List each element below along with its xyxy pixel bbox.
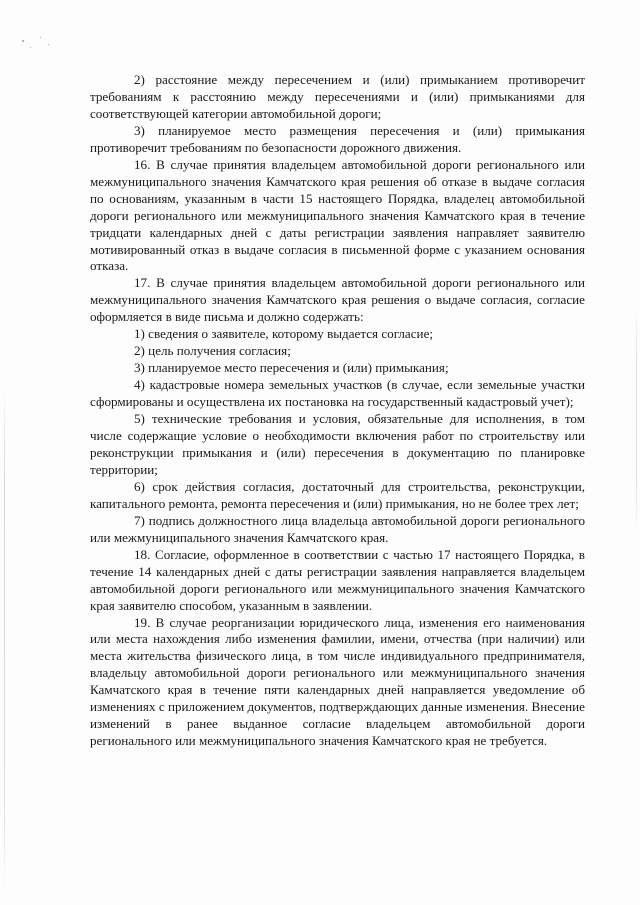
paragraph: 2) расстояние между пересечением и (или) примыканием противоречит требованиям к расстоянию между пересечениями и (или) примыканиями для соответствующей категории автомобильной дороги; <box>90 72 585 121</box>
list-item: 4) кадастровые номера земельных участков (в случае, если земельные участки сформированы и осуществлена их постановка на государственный кадастровый учет); <box>90 377 585 410</box>
scan-artifact <box>22 40 24 42</box>
list-item: 3) планируемое место пересечения и (или) примыкания; <box>134 360 449 376</box>
paragraph: 19. В случае реорганизации юридического лица, изменения его наименования или места нахождения либо изменения фамилии, имени, отчества (при наличии) или места жительства физического лица, в том числе индивидуального предпринимателя, владельцу автомобильной дороги регионального или межмуниципального значения Камчатского края в течение пяти календарных дней направляется уведомление об изменениях с приложением документов, подтверждающих данные изменения. Внесение изменений в ранее выданное согласие владельцем автомобильной дороги регионального или межмуниципального значения Камчатского края не требуется. <box>90 614 585 749</box>
document-body <box>90 72 585 750</box>
scan-artifact <box>40 37 41 38</box>
list-item: 2) цель получения согласия; <box>134 343 291 359</box>
paragraph: 3) планируемое место размещения пересечения и (или) примыкания противоречит требованиям по безопасности дорожного движения. <box>90 122 585 155</box>
list-item: 6) срок действия согласия, достаточный для строительства, реконструкции, капитального ремонта, ремонта пересечения и (или) примыкания, но не более трех лет; <box>90 478 585 511</box>
scan-edge-left <box>4 380 5 900</box>
list-item: 1) сведения о заявителе, которому выдается согласие; <box>134 326 434 342</box>
scan-artifact <box>30 47 31 48</box>
scan-artifact <box>48 44 49 45</box>
paragraph: 16. В случае принятия владельцем автомобильной дороги регионального или межмуниципального значения Камчатского края решения об отказе в выдаче согласия по основаниям, указанным в части 15 настоящего Порядка, владелец автомобильной дороги регионального или межмуниципального значения Камчатского края в течение тридцати календарных дней с даты регистрации заявления направляет заявителю мотивированный отказ в выдаче согласия в письменной форме с указанием основания отказа. <box>90 156 585 274</box>
scan-edge-right <box>636 300 637 540</box>
paragraph: 18. Согласие, оформленное в соответствии с частью 17 настоящего Порядка, в течение 14 календарных дней с даты регистрации заявления направляется владельцем автомобильной дороги регионального или межмуниципального значения Камчатского края заявителю способом, указанным в заявлении. <box>90 546 585 613</box>
paragraph: 17. В случае принятия владельцем автомобильной дороги регионального или межмуниципального значения Камчатского края решения о выдаче согласия, согласие оформляется в виде письма и должно содержать: <box>90 275 585 325</box>
list-item: 7) подпись должностного лица владельца автомобильной дороги регионального или межмуниципального значения Камчатского края. <box>90 512 585 545</box>
list-item: 5) технические требования и условия, обязательные для исполнения, в том числе содержащие условие о необходимости включения работ по строительству или реконструкции примыкания и (или) пересечения в документацию по планировке территории; <box>90 411 585 477</box>
